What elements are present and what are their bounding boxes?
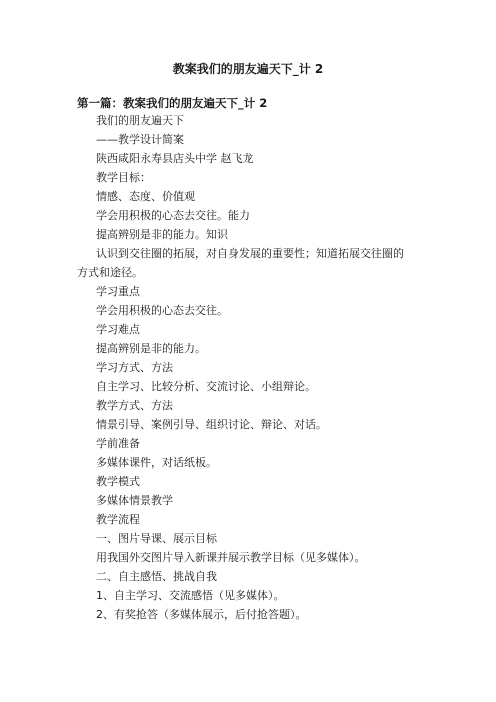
body-line: 2、有奖抢答（多媒体展示，后付抢答题）。 <box>96 608 307 621</box>
body-line: 一、图片导课、展示目标 <box>96 532 217 545</box>
body-line: 学前准备 <box>96 437 140 450</box>
body-line: 认识到交往圈的拓展，对自身发展的重要性；知道拓展交往圈的 <box>96 247 404 260</box>
body-line: 1、自主学习、交流感悟（见多媒体）。 <box>96 589 285 602</box>
body-line: 提高辨别是非的能力。知识 <box>96 228 228 241</box>
body-line: 学习重点 <box>96 285 140 298</box>
body-line: 情感、态度、价值观 <box>96 190 195 203</box>
body-line: 多媒体课件，对话纸板。 <box>96 456 217 469</box>
body-line: 用我国外交图片导入新课并展示教学目标（见多媒体）。 <box>96 551 366 564</box>
body-line: ——教学设计简案 <box>96 133 184 146</box>
body-line: 教学模式 <box>96 475 140 488</box>
body-line: 二、自主感悟、挑战自我 <box>96 570 217 583</box>
body-line: 陕西咸阳永寿县店头中学 赵飞龙 <box>96 152 254 165</box>
body-line: 学习难点 <box>96 323 140 336</box>
body-line: 多媒体情景教学 <box>96 494 173 507</box>
body-line: 教学目标： <box>96 171 151 184</box>
body-line: 学会用积极的心态去交往。 <box>96 304 228 317</box>
document-title: 教案我们的朋友遍天下_计 2 <box>172 62 324 76</box>
body-line: 学习方式、方法 <box>96 361 173 374</box>
body-line: 提高辨别是非的能力。 <box>96 342 206 355</box>
body-line: 学会用积极的心态去交往。能力 <box>96 209 250 222</box>
section-heading: 第一篇：教案我们的朋友遍天下_计 2 <box>77 96 268 110</box>
body-line: 教学方式、方法 <box>96 399 173 412</box>
body-line: 情景引导、案例引导、组织讨论、辩论、对话。 <box>96 418 327 431</box>
body-line: 我们的朋友遍天下 <box>96 114 184 127</box>
body-line: 教学流程 <box>96 513 140 526</box>
body-line-continuation: 方式和途径。 <box>77 266 143 279</box>
body-line: 自主学习、比较分析、交流讨论、小组辩论。 <box>96 380 316 393</box>
